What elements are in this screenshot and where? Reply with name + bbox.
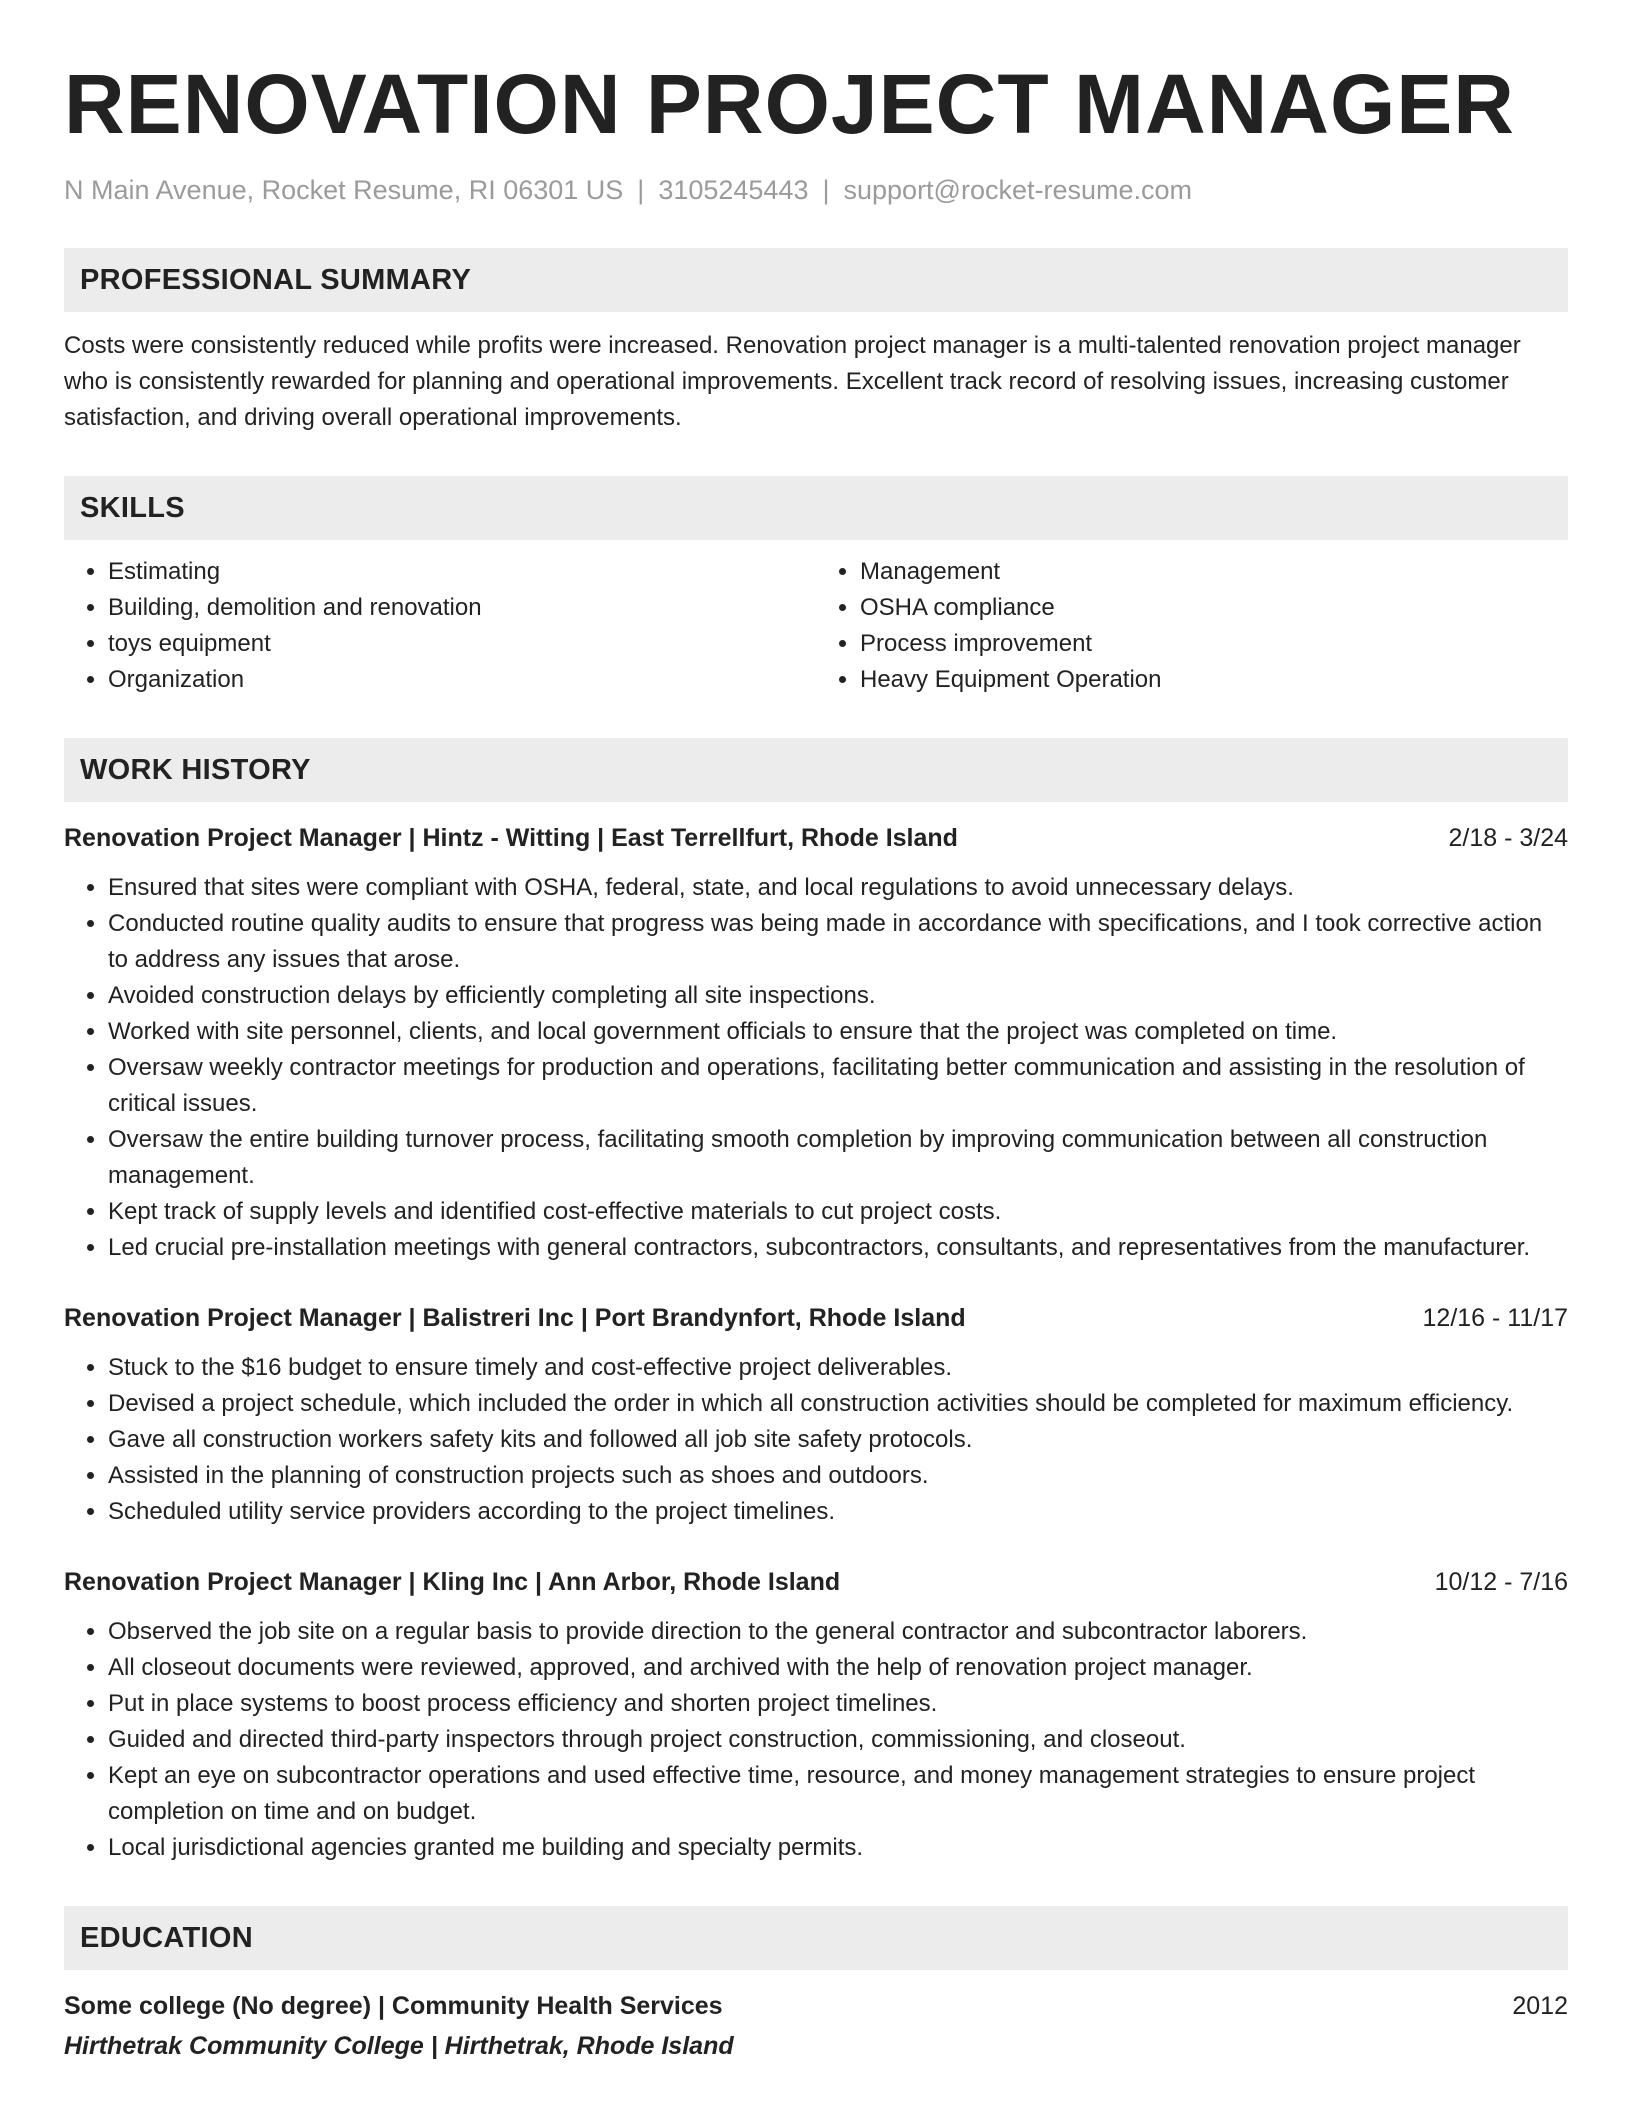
job-bullet: • Oversaw weekly contractor meetings for production and operations, facilitating better communication and assisting in the resolution of critical issues.: [108, 1050, 1568, 1122]
job-bullet: • Avoided construction delays by efficiently completing all site inspections.: [108, 978, 1568, 1014]
job-bullet: • Devised a project schedule, which included the order in which all construction activities should be completed for maximum efficiency.: [108, 1386, 1568, 1422]
education-school: Hirthetrak Community College | Hirthetrak, Rhode Island: [64, 2032, 734, 2060]
job-bullet: • Scheduled utility service providers according to the project timelines.: [108, 1494, 1568, 1530]
resume-name: RENOVATION PROJECT MANAGER: [64, 57, 1515, 151]
skill-item: • Process improvement: [860, 626, 1568, 662]
job-bullet: • Put in place systems to boost process efficiency and shorten project timelines.: [108, 1686, 1568, 1722]
contact-phone: 3105245443: [658, 175, 809, 205]
job-bullet: • Guided and directed third-party inspectors through project construction, commissioning, and closeout.: [108, 1722, 1568, 1758]
contact-address: N Main Avenue, Rocket Resume, RI 06301 US: [64, 175, 624, 205]
contact-line: [64, 172, 1568, 208]
job-bullet: • Led crucial pre-installation meetings with general contractors, subcontractors, consultants, and representatives from the manufacturer.: [108, 1230, 1568, 1266]
education-degree: Some college (No degree) | Community Health Services: [64, 1992, 723, 2020]
job-entry: [64, 820, 1568, 1266]
skill-item: • Estimating: [108, 554, 816, 590]
contact-separator: |: [637, 175, 645, 205]
skill-item: • OSHA compliance: [860, 590, 1568, 626]
job-title: Renovation Project Manager | Hintz - Witting | East Terrellfurt, Rhode Island: [64, 824, 958, 852]
job-bullet: • All closeout documents were reviewed, approved, and archived with the help of renovation project manager.: [108, 1650, 1568, 1686]
job-dates: 2/18 - 3/24: [1448, 824, 1568, 852]
job-bullet: • Stuck to the $16 budget to ensure timely and cost-effective project deliverables.: [108, 1350, 1568, 1386]
skills-column-right: [816, 554, 1568, 698]
job-bullet: • Local jurisdictional agencies granted me building and specialty permits.: [108, 1830, 1568, 1866]
skill-item: • Building, demolition and renovation: [108, 590, 816, 626]
job-bullet: • Ensured that sites were compliant with OSHA, federal, state, and local regulations to avoid unnecessary delays.: [108, 870, 1568, 906]
skills-heading: SKILLS: [64, 476, 1568, 540]
education-heading: EDUCATION: [64, 1906, 1568, 1970]
job-bullet: • Kept an eye on subcontractor operations and used effective time, resource, and money management strategies to ensure project completion on time and on budget.: [108, 1758, 1568, 1830]
work-history-heading: WORK HISTORY: [64, 738, 1568, 802]
contact-email: support@rocket-resume.com: [843, 175, 1193, 205]
job-entry: [64, 1300, 1568, 1530]
education-entry: [64, 1988, 1568, 2024]
job-title: Renovation Project Manager | Balistreri Inc | Port Brandynfort, Rhode Island: [64, 1304, 966, 1332]
summary-text: Costs were consistently reduced while profits were increased. Renovation project manager is a multi-talented renovation project manager who is consistently rewarded for planning and operational improvements. Excellent track record of resolving issues, increasing customer satisfaction, and driving overall operational improvements.: [64, 332, 1521, 431]
job-bullet: • Worked with site personnel, clients, and local government officials to ensure that the project was completed on time.: [108, 1014, 1568, 1050]
job-bullet: • Kept track of supply levels and identified cost-effective materials to cut project costs.: [108, 1194, 1568, 1230]
skill-item: • Heavy Equipment Operation: [860, 662, 1568, 698]
job-bullet: • Assisted in the planning of construction projects such as shoes and outdoors.: [108, 1458, 1568, 1494]
summary-heading: PROFESSIONAL SUMMARY: [64, 248, 1568, 312]
job-bullet: • Gave all construction workers safety kits and followed all job site safety protocols.: [108, 1422, 1568, 1458]
job-bullet: • Oversaw the entire building turnover process, facilitating smooth completion by improving communication between all construction management.: [108, 1122, 1568, 1194]
job-bullets: [64, 1614, 1568, 1866]
job-entry: [64, 1564, 1568, 1866]
job-dates: 12/16 - 11/17: [1422, 1304, 1568, 1332]
job-bullets: [64, 870, 1568, 1266]
contact-separator: |: [822, 175, 830, 205]
job-title: Renovation Project Manager | Kling Inc | Ann Arbor, Rhode Island: [64, 1568, 841, 1596]
skill-item: • Management: [860, 554, 1568, 590]
skills-column-left: [64, 554, 816, 698]
job-bullet: • Conducted routine quality audits to ensure that progress was being made in accordance with specifications, and I took corrective action to address any issues that arose.: [108, 906, 1568, 978]
skills-list: [64, 554, 1568, 698]
skill-item: • Organization: [108, 662, 816, 698]
skill-item: • toys equipment: [108, 626, 816, 662]
job-dates: 10/12 - 7/16: [1434, 1568, 1568, 1596]
job-bullet: • Observed the job site on a regular basis to provide direction to the general contractor and subcontractor laborers.: [108, 1614, 1568, 1650]
job-bullets: [64, 1350, 1568, 1530]
education-year: 2012: [1512, 1992, 1568, 2020]
